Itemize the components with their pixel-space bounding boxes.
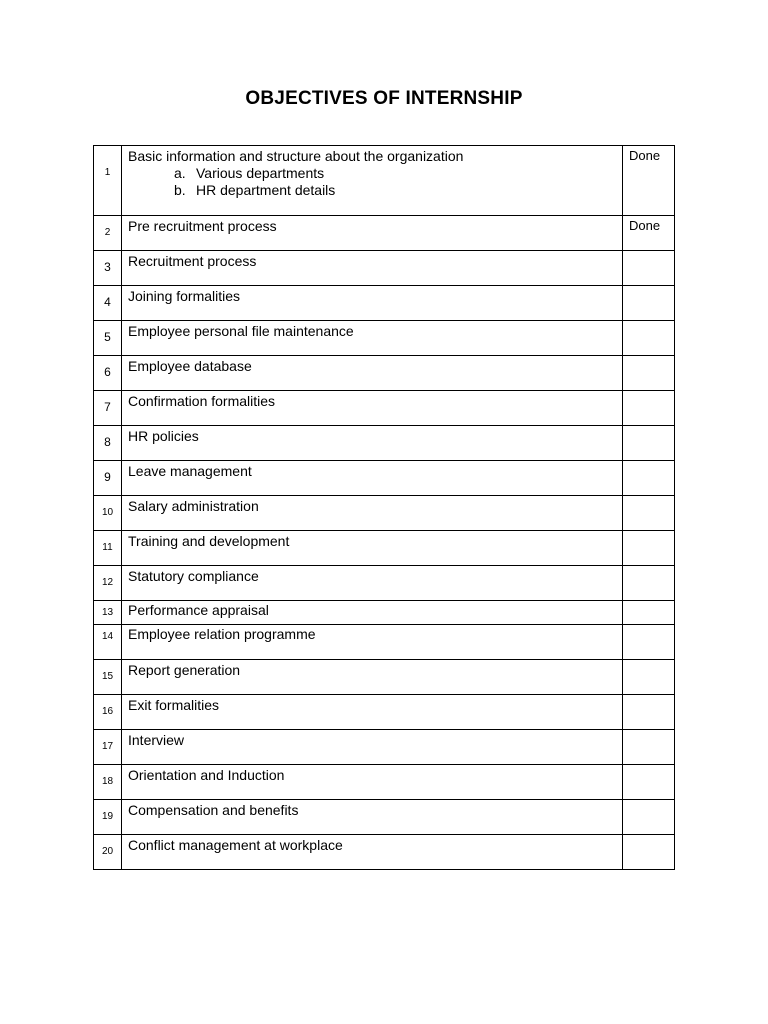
row-number: 19: [94, 800, 122, 835]
row-item: Salary administration: [122, 496, 623, 531]
objectives-table: [93, 145, 675, 870]
row-item: Orientation and Induction: [122, 765, 623, 800]
row-status: [623, 391, 675, 426]
row-item: Employee personal file maintenance: [122, 321, 623, 356]
row-item: Recruitment process: [122, 251, 623, 286]
page-title: OBJECTIVES OF INTERNSHIP: [245, 88, 523, 109]
row-item: Training and development: [122, 531, 623, 566]
row-status: [623, 800, 675, 835]
table-row: [94, 730, 675, 765]
row-status: [623, 695, 675, 730]
row-status: [623, 426, 675, 461]
row-number: 12: [94, 566, 122, 601]
row-status: [623, 356, 675, 391]
row-item: Confirmation formalities: [122, 391, 623, 426]
sub-item: a. Various departments: [174, 165, 325, 181]
row-item: [122, 146, 623, 216]
row-status: [623, 251, 675, 286]
row-status: Done: [623, 216, 675, 251]
row-number: 13: [94, 601, 122, 625]
table-row: [94, 286, 675, 321]
row-number: 16: [94, 695, 122, 730]
row-status: [623, 461, 675, 496]
row-number: 20: [94, 835, 122, 870]
row-number: 6: [94, 356, 122, 391]
row-number: 10: [94, 496, 122, 531]
row-item: Compensation and benefits: [122, 800, 623, 835]
table-row: [94, 496, 675, 531]
row-status: [623, 625, 675, 660]
row-item: Conflict management at workplace: [122, 835, 623, 870]
row-item: Statutory compliance: [122, 566, 623, 601]
row-item: Exit formalities: [122, 695, 623, 730]
table-row: [94, 356, 675, 391]
row-item: Pre recruitment process: [122, 216, 623, 251]
row-number: 15: [94, 660, 122, 695]
row-number: 7: [94, 391, 122, 426]
table-row: [94, 660, 675, 695]
row-item: Leave management: [122, 461, 623, 496]
row-number: 11: [94, 531, 122, 566]
row-number: 18: [94, 765, 122, 800]
row-status: [623, 496, 675, 531]
row-number: 14: [94, 625, 122, 660]
row-status: [623, 765, 675, 800]
row-number: 3: [94, 251, 122, 286]
row-number: 8: [94, 426, 122, 461]
row-item-text: Basic information and structure about the organization: [128, 148, 464, 164]
row-status: [623, 321, 675, 356]
table-row: [94, 461, 675, 496]
row-item: Employee relation programme: [122, 625, 623, 660]
table-row: [94, 765, 675, 800]
row-status: [623, 835, 675, 870]
row-number: 1: [94, 146, 122, 216]
row-item: Interview: [122, 730, 623, 765]
table-row: [94, 391, 675, 426]
row-item: Performance appraisal: [122, 601, 623, 625]
row-item: Report generation: [122, 660, 623, 695]
table-row: [94, 251, 675, 286]
row-status: [623, 660, 675, 695]
row-status: [623, 286, 675, 321]
row-status: [623, 730, 675, 765]
row-status: Done: [623, 146, 675, 216]
table-row: [94, 800, 675, 835]
row-number: 4: [94, 286, 122, 321]
row-status: [623, 601, 675, 625]
row-status: [623, 566, 675, 601]
table-row: [94, 625, 675, 660]
row-number: 17: [94, 730, 122, 765]
row-item: HR policies: [122, 426, 623, 461]
row-item: Employee database: [122, 356, 623, 391]
row-status: [623, 531, 675, 566]
sub-item: b. HR department details: [174, 182, 336, 198]
row-item: Joining formalities: [122, 286, 623, 321]
table-row: [94, 216, 675, 251]
row-number: 2: [94, 216, 122, 251]
table-row: [94, 146, 675, 216]
row-number: 5: [94, 321, 122, 356]
table-row: [94, 601, 675, 625]
table-row: [94, 566, 675, 601]
row-number: 9: [94, 461, 122, 496]
table-row: [94, 531, 675, 566]
table-row: [94, 321, 675, 356]
table-row: [94, 695, 675, 730]
table-row: [94, 835, 675, 870]
table-row: [94, 426, 675, 461]
